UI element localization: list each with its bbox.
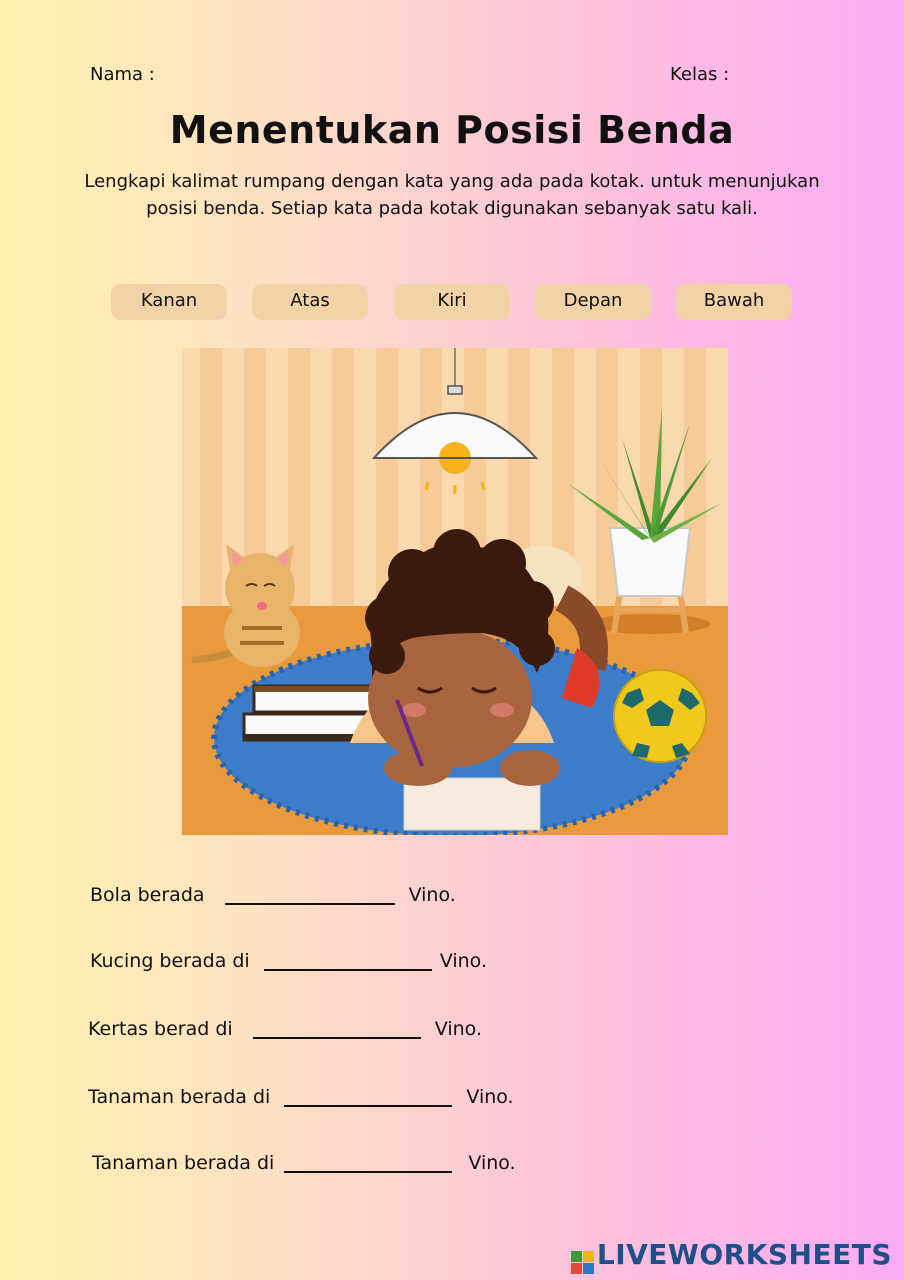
word-bank-atas[interactable]: Atas bbox=[252, 284, 368, 320]
question-5 bbox=[92, 1152, 516, 1174]
question-2-answer-blank[interactable] bbox=[264, 951, 432, 971]
name-label: Nama : bbox=[90, 64, 155, 85]
question-4 bbox=[88, 1086, 514, 1108]
word-bank-kiri[interactable]: Kiri bbox=[394, 284, 510, 320]
question-3 bbox=[88, 1018, 482, 1040]
question-1-answer-blank[interactable] bbox=[225, 885, 395, 905]
question-1-suffix: Vino. bbox=[408, 884, 456, 906]
brand-text: LIVEWORKSHEETS bbox=[596, 1238, 892, 1271]
question-4-suffix: Vino. bbox=[466, 1086, 514, 1108]
soccer-ball bbox=[614, 670, 706, 762]
question-2-prefix: Kucing berada di bbox=[90, 950, 250, 972]
question-1-prefix: Bola berada bbox=[90, 884, 205, 906]
question-5-answer-blank[interactable] bbox=[284, 1153, 452, 1173]
question-3-suffix: Vino. bbox=[434, 1018, 482, 1040]
question-2-suffix: Vino. bbox=[439, 950, 487, 972]
question-3-answer-blank[interactable] bbox=[253, 1019, 421, 1039]
live-badge-icon bbox=[571, 1251, 594, 1274]
question-1 bbox=[90, 884, 456, 906]
question-4-prefix: Tanaman berada di bbox=[88, 1086, 271, 1108]
word-bank-kanan[interactable]: Kanan bbox=[111, 284, 227, 320]
class-label: Kelas : bbox=[670, 64, 730, 85]
instruction-text: Lengkapi kalimat rumpang dengan kata yang ada pada kotak. untuk menunjukan posisi benda. Setiap kata pada kotak digunakan sebanyak satu kali. bbox=[84, 171, 820, 219]
page-title: Menentukan Posisi Benda bbox=[169, 108, 735, 152]
word-bank-bawah[interactable]: Bawah bbox=[676, 284, 792, 320]
question-5-prefix: Tanaman berada di bbox=[92, 1152, 275, 1174]
question-5-suffix: Vino. bbox=[468, 1152, 516, 1174]
question-2 bbox=[90, 950, 487, 972]
word-bank-depan[interactable]: Depan bbox=[535, 284, 651, 320]
question-3-prefix: Kertas berad di bbox=[88, 1018, 233, 1040]
room-illustration bbox=[182, 348, 728, 835]
liveworksheets-logo[interactable] bbox=[571, 1238, 892, 1274]
question-4-answer-blank[interactable] bbox=[284, 1087, 452, 1107]
